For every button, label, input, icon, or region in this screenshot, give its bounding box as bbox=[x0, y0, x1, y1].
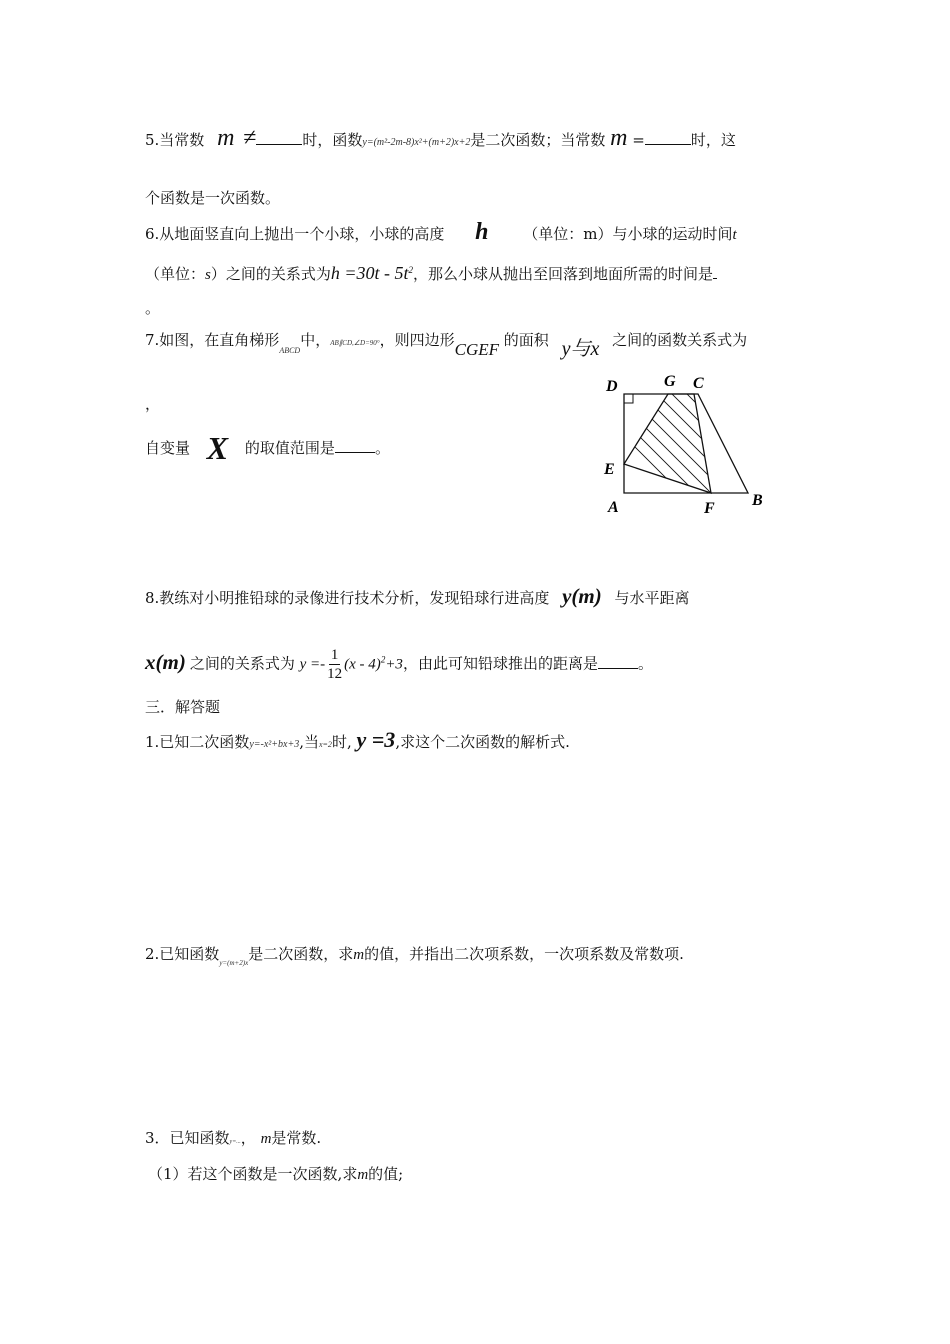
var-m: m bbox=[260, 1131, 272, 1147]
q5-line1 bbox=[145, 125, 736, 153]
q7-comma: ， bbox=[145, 395, 161, 413]
quadrilateral-cgef bbox=[624, 394, 711, 493]
x-m: x(m) bbox=[145, 649, 186, 674]
text: 自变量 bbox=[145, 439, 191, 457]
function-formula: y=-x²+bx+3 bbox=[249, 739, 300, 750]
q5-label: 5.当常数 bbox=[145, 131, 205, 149]
exponent: 2 bbox=[408, 265, 414, 275]
var-m: m bbox=[217, 125, 235, 151]
neq-symbol: ≠ bbox=[243, 125, 257, 151]
label-c: C bbox=[693, 375, 704, 392]
q7-line1 bbox=[145, 330, 747, 361]
text: 。 bbox=[637, 654, 653, 673]
text: 的值，并指出二次项系数，一次项系数及常数项. bbox=[364, 945, 684, 963]
tiny-formula: x=2 bbox=[318, 740, 332, 749]
tiny-formula: AB∥CD,∠D=90° bbox=[330, 339, 380, 347]
fraction bbox=[327, 646, 342, 683]
formula-part: y =- bbox=[299, 656, 326, 673]
text: ）之间的关系式为 bbox=[210, 265, 331, 283]
tiny-formula: ABCD bbox=[279, 346, 301, 355]
text: （单位：m）与小球的运动时间 bbox=[523, 225, 733, 243]
trapezoid-figure bbox=[596, 368, 776, 523]
label-a: A bbox=[608, 499, 619, 516]
text: 之间的函数关系式为 bbox=[612, 331, 748, 349]
text: 2.已知函数 bbox=[145, 945, 220, 963]
text: （单位： bbox=[145, 265, 206, 283]
hatch-lines bbox=[596, 368, 776, 523]
text: 的值; bbox=[368, 1165, 404, 1183]
text: 是二次函数；当常数 bbox=[470, 131, 606, 149]
text: ，那么小球从抛出至回落到地面所需的时间是 bbox=[413, 265, 714, 283]
text: 之间的关系式为 bbox=[189, 654, 295, 673]
exponent: 2 bbox=[380, 654, 386, 665]
right-angle-mark bbox=[624, 394, 633, 403]
text: 6.从地面竖直向上抛出一个小球，小球的高度 bbox=[145, 225, 445, 243]
q6-line3: 。 bbox=[145, 299, 161, 317]
var-m: m bbox=[610, 125, 628, 151]
text: 3．已知函数 bbox=[145, 1129, 230, 1147]
q8-line1 bbox=[145, 586, 690, 608]
denominator: 12 bbox=[327, 666, 343, 682]
q7-line3 bbox=[145, 430, 390, 466]
text: （1）若这个函数是一次函数,求 bbox=[148, 1165, 358, 1183]
text: 时，函数 bbox=[302, 131, 363, 149]
y-and-x: y与x bbox=[561, 338, 600, 360]
answer-blank bbox=[713, 264, 717, 279]
s3-p3 bbox=[145, 1128, 321, 1152]
eq-symbol: = bbox=[632, 131, 645, 149]
text: 是常数. bbox=[271, 1129, 322, 1147]
text: 7.如图，在直角梯形 bbox=[145, 331, 280, 349]
label-g: G bbox=[664, 373, 676, 390]
tiny-formula: y=(m+2)x bbox=[219, 959, 249, 967]
text: ，由此可知铅球推出的距离是 bbox=[402, 654, 598, 673]
var-h: h bbox=[475, 219, 489, 245]
text: 。 bbox=[374, 439, 390, 457]
text: ,求这个二次函数的解析式. bbox=[395, 733, 570, 751]
trapezoid-abcd bbox=[624, 394, 748, 493]
label-b: B bbox=[752, 492, 763, 509]
height-formula: h =30t - 5t bbox=[330, 263, 409, 283]
s3-p2 bbox=[145, 944, 684, 973]
numerator: 1 bbox=[330, 647, 339, 663]
y-equals-3: y =3 bbox=[356, 727, 396, 752]
answer-blank bbox=[645, 130, 691, 145]
section-title: 三．解答题 bbox=[145, 698, 221, 716]
text: 时，这 bbox=[690, 131, 736, 149]
text: 的面积 bbox=[503, 331, 549, 349]
text: 8.教练对小明推铅球的录像进行技术分析，发现铅球行进高度 bbox=[145, 589, 550, 607]
label-e: E bbox=[604, 461, 615, 478]
var-s: s bbox=[205, 267, 211, 283]
q6-line1 bbox=[145, 219, 737, 245]
var-t: t bbox=[732, 227, 737, 243]
label-d: D bbox=[606, 378, 618, 395]
quad-name: CGEF bbox=[454, 340, 500, 359]
text: 是二次函数，求 bbox=[248, 945, 354, 963]
answer-blank bbox=[256, 130, 302, 145]
text: 与水平距离 bbox=[614, 589, 690, 607]
q5-line2: 个函数是一次函数。 bbox=[145, 189, 281, 207]
text: ， bbox=[240, 1129, 256, 1147]
text: ,当 bbox=[299, 733, 319, 751]
var-x: X bbox=[206, 430, 229, 466]
text: 时, bbox=[331, 733, 352, 751]
formula-part: +3 bbox=[385, 656, 403, 673]
label-f: F bbox=[704, 500, 715, 517]
text: ，则四边形 bbox=[379, 331, 455, 349]
tiny-formula: y=... bbox=[229, 1139, 241, 1145]
q6-line2 bbox=[145, 260, 717, 285]
s3-p1 bbox=[145, 727, 570, 755]
q8-line2 bbox=[145, 646, 653, 683]
var-m: m bbox=[357, 1167, 369, 1183]
text: 中， bbox=[300, 331, 331, 349]
answer-blank bbox=[598, 654, 638, 669]
text: 的取值范围是 bbox=[244, 439, 335, 457]
answer-blank bbox=[335, 438, 375, 453]
function-formula: y=(m²-2m-8)x²+(m+2)x+2 bbox=[362, 137, 471, 148]
y-m: y(m) bbox=[562, 584, 602, 608]
text: 1.已知二次函数 bbox=[145, 733, 250, 751]
s3-p3-sub1 bbox=[148, 1164, 403, 1185]
formula-part: (x - 4) bbox=[344, 656, 381, 673]
var-m: m bbox=[353, 947, 365, 963]
